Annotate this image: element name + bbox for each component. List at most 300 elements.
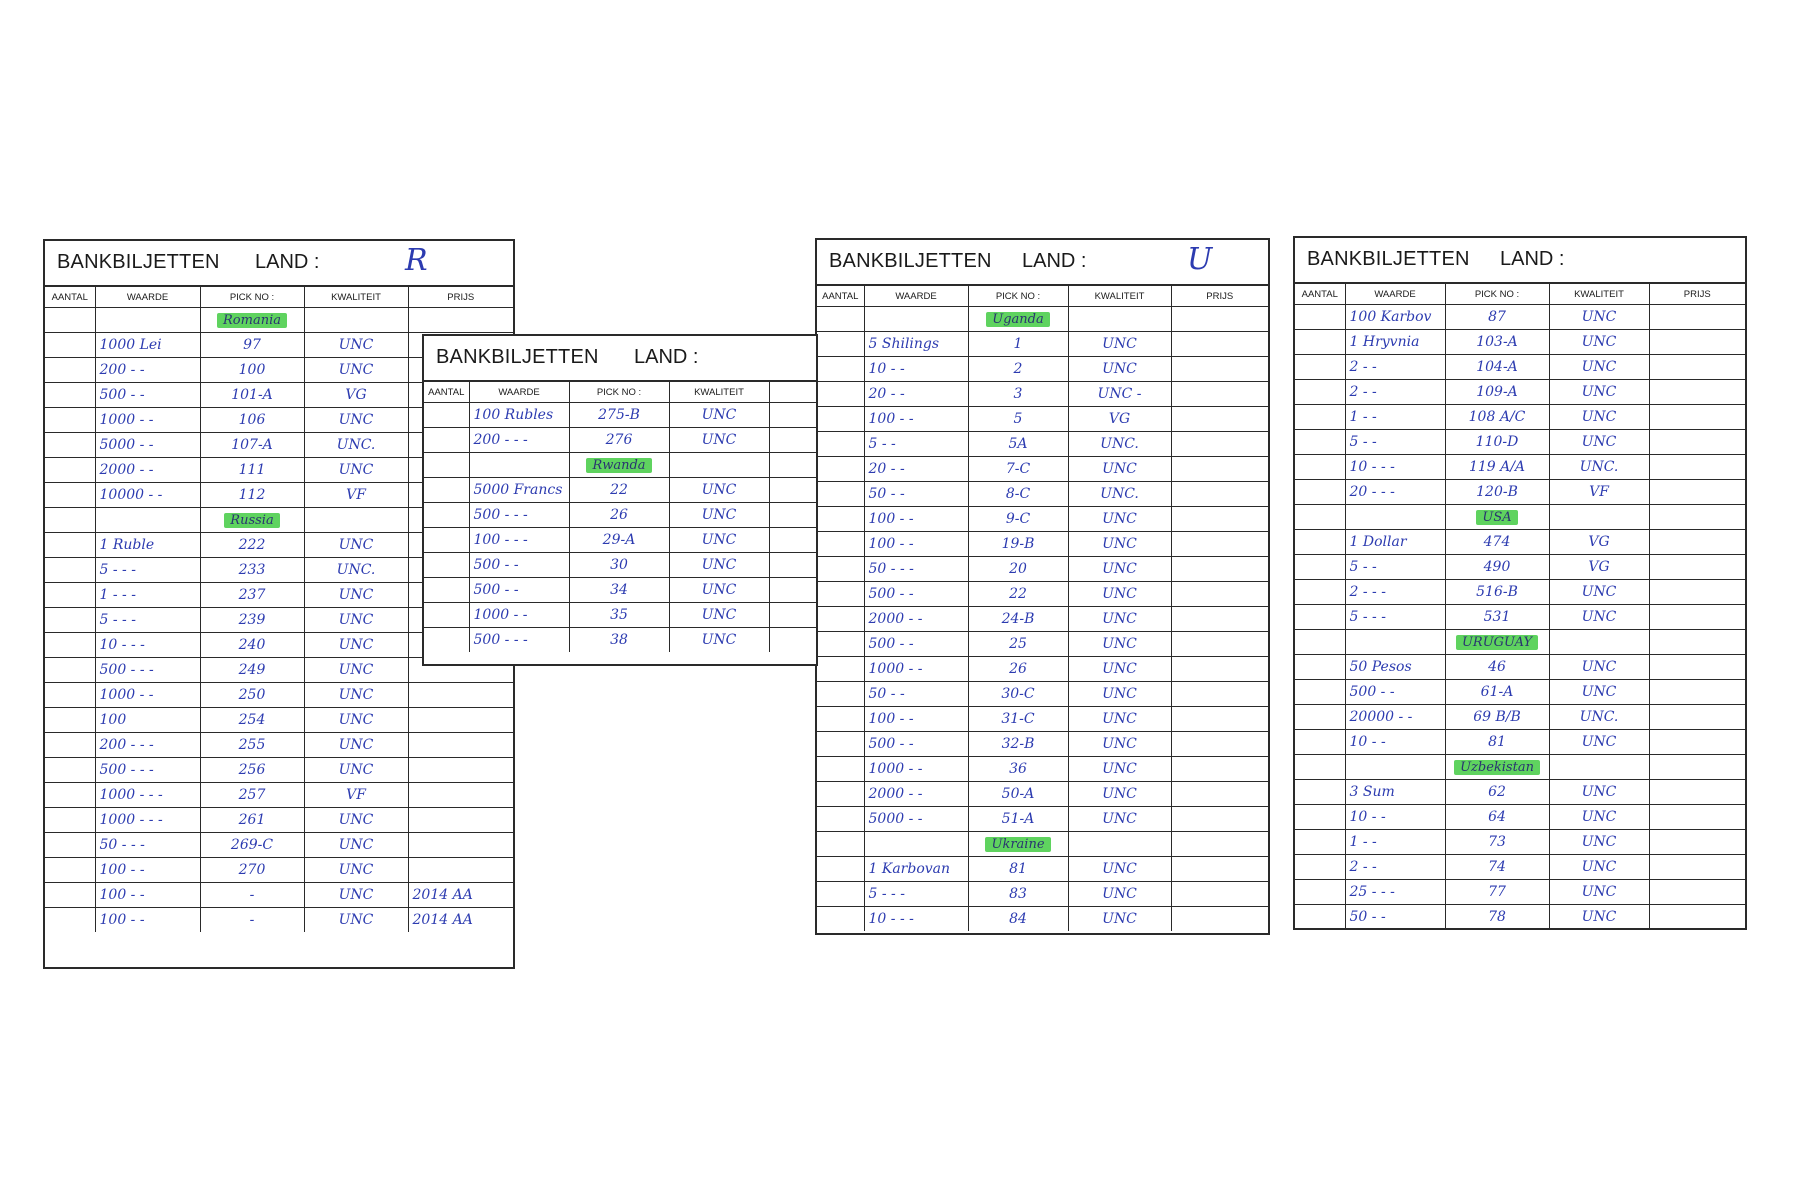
empty-cell — [95, 508, 200, 533]
pick-cell: 36 — [968, 757, 1068, 782]
pick-cell: 83 — [968, 882, 1068, 907]
aantal-cell — [45, 533, 95, 558]
pick-cell: 250 — [200, 683, 304, 708]
table-row — [424, 403, 816, 428]
empty-cell — [304, 508, 408, 533]
aantal-cell — [1295, 780, 1345, 805]
waarde-cell: 100 - - — [95, 908, 200, 933]
pick-cell: - — [200, 908, 304, 933]
kwaliteit-cell: UNC — [1549, 355, 1649, 380]
pick-cell: 237 — [200, 583, 304, 608]
column-header: WAARDE — [864, 286, 968, 307]
prijs-cell — [1649, 805, 1745, 830]
kwaliteit-cell: VG — [1549, 530, 1649, 555]
waarde-cell: 500 - - - — [95, 758, 200, 783]
waarde-cell: 5 Shilings — [864, 332, 968, 357]
pick-cell: 490 — [1445, 555, 1549, 580]
kwaliteit-cell: UNC — [304, 708, 408, 733]
aantal-cell — [1295, 380, 1345, 405]
empty-cell — [864, 307, 968, 332]
kwaliteit-cell: UNC — [1068, 457, 1171, 482]
aantal-cell — [424, 553, 469, 578]
prijs-cell — [1171, 757, 1268, 782]
pick-cell: 109-A — [1445, 380, 1549, 405]
prijs-cell — [1649, 330, 1745, 355]
aantal-cell — [817, 557, 864, 582]
kwaliteit-cell: UNC — [1068, 657, 1171, 682]
table-row — [1295, 430, 1745, 455]
waarde-cell: 10 - - — [864, 357, 968, 382]
waarde-cell: 50 - - - — [95, 833, 200, 858]
prijs-cell — [769, 528, 816, 553]
column-header: PRIJS — [408, 287, 513, 308]
kwaliteit-cell: UNC — [304, 583, 408, 608]
kwaliteit-cell: UNC — [669, 478, 769, 503]
aantal-cell — [45, 483, 95, 508]
table-row — [45, 683, 513, 708]
pick-cell: 22 — [968, 582, 1068, 607]
table-row — [817, 857, 1268, 882]
aantal-cell — [45, 708, 95, 733]
pick-cell: 81 — [968, 857, 1068, 882]
column-header: PRIJS — [1171, 286, 1268, 307]
prijs-cell: 2014 AA — [408, 883, 513, 908]
aantal-cell — [1295, 705, 1345, 730]
sheet-4 — [1293, 236, 1747, 930]
land-label: LAND : — [255, 251, 320, 273]
waarde-cell: 1 - - - — [95, 583, 200, 608]
prijs-cell — [1649, 905, 1745, 930]
aantal-cell — [817, 382, 864, 407]
table-row — [817, 407, 1268, 432]
prijs-cell — [1649, 880, 1745, 905]
country-highlight: Uganda — [986, 312, 1049, 327]
kwaliteit-cell: UNC — [304, 858, 408, 883]
kwaliteit-cell: UNC — [1068, 682, 1171, 707]
aantal-cell — [817, 807, 864, 832]
waarde-cell: 2000 - - — [95, 458, 200, 483]
empty-cell — [1068, 307, 1171, 332]
empty-cell — [95, 308, 200, 333]
kwaliteit-cell: UNC — [1549, 330, 1649, 355]
section-cell — [569, 453, 669, 478]
prijs-cell — [1171, 782, 1268, 807]
column-header: PICK NO : — [200, 287, 304, 308]
aantal-cell — [45, 808, 95, 833]
prijs-cell — [408, 858, 513, 883]
table-row — [424, 428, 816, 453]
pick-cell: 110-D — [1445, 430, 1549, 455]
kwaliteit-cell: UNC — [304, 458, 408, 483]
prijs-cell — [1649, 605, 1745, 630]
pick-cell: 32-B — [968, 732, 1068, 757]
column-header: AANTAL — [424, 382, 469, 403]
table-row — [817, 782, 1268, 807]
country-highlight: Russia — [224, 513, 279, 528]
prijs-cell — [1649, 655, 1745, 680]
waarde-cell: 5 - - — [864, 432, 968, 457]
empty-cell — [1295, 630, 1345, 655]
aantal-cell — [1295, 805, 1345, 830]
prijs-cell — [1171, 532, 1268, 557]
table-row — [424, 478, 816, 503]
prijs-cell — [769, 403, 816, 428]
aantal-cell — [817, 782, 864, 807]
pick-cell: 275-B — [569, 403, 669, 428]
table-row — [424, 603, 816, 628]
waarde-cell: 500 - - — [864, 632, 968, 657]
empty-cell — [1345, 755, 1445, 780]
column-header: PICK NO : — [1445, 284, 1549, 305]
pick-cell: 107-A — [200, 433, 304, 458]
empty-cell — [1649, 505, 1745, 530]
table-row — [1295, 355, 1745, 380]
pick-cell: 112 — [200, 483, 304, 508]
prijs-cell — [1171, 507, 1268, 532]
kwaliteit-cell: UNC — [1068, 582, 1171, 607]
kwaliteit-cell: UNC — [1068, 507, 1171, 532]
section-row — [424, 453, 816, 478]
aantal-cell — [45, 608, 95, 633]
kwaliteit-cell: UNC — [304, 333, 408, 358]
empty-cell — [304, 308, 408, 333]
sheet-title: BANKBILJETTEN — [57, 251, 220, 273]
prijs-cell — [1171, 732, 1268, 757]
aantal-cell — [817, 357, 864, 382]
waarde-cell: 2 - - — [1345, 855, 1445, 880]
kwaliteit-cell: UNC — [1068, 907, 1171, 932]
column-header: PICK NO : — [569, 382, 669, 403]
prijs-cell — [408, 783, 513, 808]
waarde-cell: 1000 Lei — [95, 333, 200, 358]
pick-cell: 240 — [200, 633, 304, 658]
pick-cell: 74 — [1445, 855, 1549, 880]
waarde-cell: 100 - - — [864, 407, 968, 432]
pick-cell: 276 — [569, 428, 669, 453]
table-row — [817, 457, 1268, 482]
kwaliteit-cell: UNC — [1549, 880, 1649, 905]
kwaliteit-cell: UNC — [1068, 607, 1171, 632]
table-row — [1295, 830, 1745, 855]
table-row — [424, 628, 816, 653]
kwaliteit-cell: UNC. — [1549, 705, 1649, 730]
sheet-header — [1295, 238, 1745, 284]
kwaliteit-cell: VG — [1068, 407, 1171, 432]
waarde-cell: 10000 - - — [95, 483, 200, 508]
waarde-cell: 100 Karbov — [1345, 305, 1445, 330]
prijs-cell — [408, 808, 513, 833]
waarde-cell: 100 - - — [864, 532, 968, 557]
aantal-cell — [45, 333, 95, 358]
aantal-cell — [817, 707, 864, 732]
waarde-cell: 500 - - - — [95, 658, 200, 683]
prijs-cell — [1171, 382, 1268, 407]
land-label: LAND : — [1022, 250, 1087, 272]
kwaliteit-cell: UNC — [304, 633, 408, 658]
aantal-cell — [817, 332, 864, 357]
section-cell — [1445, 755, 1549, 780]
aantal-cell — [1295, 305, 1345, 330]
table-row — [817, 757, 1268, 782]
section-row — [1295, 505, 1745, 530]
aantal-cell — [424, 428, 469, 453]
empty-cell — [45, 308, 95, 333]
kwaliteit-cell: UNC — [1068, 557, 1171, 582]
aantal-cell — [1295, 730, 1345, 755]
table-row — [45, 833, 513, 858]
prijs-cell — [408, 733, 513, 758]
empty-cell — [45, 508, 95, 533]
table-row — [817, 357, 1268, 382]
kwaliteit-cell: VF — [1549, 480, 1649, 505]
pick-cell: 24-B — [968, 607, 1068, 632]
pick-cell: 97 — [200, 333, 304, 358]
prijs-cell — [408, 833, 513, 858]
pick-cell: 30-C — [968, 682, 1068, 707]
kwaliteit-cell: UNC — [304, 608, 408, 633]
waarde-cell: 50 - - — [864, 682, 968, 707]
kwaliteit-cell: UNC — [1068, 857, 1171, 882]
prijs-cell — [408, 708, 513, 733]
column-header: PICK NO : — [968, 286, 1068, 307]
prijs-cell — [769, 478, 816, 503]
pick-cell: 77 — [1445, 880, 1549, 905]
prijs-cell — [1171, 457, 1268, 482]
section-cell — [1445, 630, 1549, 655]
prijs-cell — [408, 758, 513, 783]
pick-cell: 78 — [1445, 905, 1549, 930]
aantal-cell — [817, 507, 864, 532]
sheet-header — [424, 336, 816, 382]
aantal-cell — [45, 458, 95, 483]
sheet-3 — [815, 238, 1270, 935]
sheet-2 — [422, 334, 818, 666]
prijs-cell — [1649, 705, 1745, 730]
waarde-cell: 50 Pesos — [1345, 655, 1445, 680]
empty-cell — [1295, 755, 1345, 780]
waarde-cell: 25 - - - — [1345, 880, 1445, 905]
prijs-cell — [1649, 430, 1745, 455]
prijs-cell — [1649, 355, 1745, 380]
empty-cell — [424, 453, 469, 478]
aantal-cell — [817, 532, 864, 557]
table-row — [1295, 680, 1745, 705]
aantal-cell — [1295, 880, 1345, 905]
kwaliteit-cell: UNC — [1068, 632, 1171, 657]
waarde-cell: 2000 - - — [864, 607, 968, 632]
kwaliteit-cell: UNC — [1549, 780, 1649, 805]
pick-cell: 25 — [968, 632, 1068, 657]
waarde-cell: 100 - - - — [469, 528, 569, 553]
aantal-cell — [1295, 530, 1345, 555]
prijs-cell — [1649, 830, 1745, 855]
aantal-cell — [45, 683, 95, 708]
pick-cell: 50-A — [968, 782, 1068, 807]
aantal-cell — [817, 732, 864, 757]
pick-cell: 31-C — [968, 707, 1068, 732]
table-row — [1295, 405, 1745, 430]
aantal-cell — [817, 757, 864, 782]
waarde-cell: 50 - - - — [864, 557, 968, 582]
table-row — [817, 557, 1268, 582]
prijs-cell — [1649, 780, 1745, 805]
waarde-cell: 50 - - — [864, 482, 968, 507]
pick-cell: 111 — [200, 458, 304, 483]
prijs-cell — [408, 683, 513, 708]
pick-cell: 46 — [1445, 655, 1549, 680]
waarde-cell: 10 - - - — [864, 907, 968, 932]
kwaliteit-cell: UNC — [1549, 430, 1649, 455]
pick-cell: 8-C — [968, 482, 1068, 507]
waarde-cell: 100 — [95, 708, 200, 733]
table-row — [817, 507, 1268, 532]
pick-cell: 7-C — [968, 457, 1068, 482]
kwaliteit-cell: UNC — [1068, 782, 1171, 807]
pick-cell: 254 — [200, 708, 304, 733]
prijs-cell — [1171, 607, 1268, 632]
column-header: AANTAL — [817, 286, 864, 307]
sheet-title: BANKBILJETTEN — [829, 250, 992, 272]
waarde-cell: 5 - - - — [95, 608, 200, 633]
waarde-cell: 5 - - — [1345, 430, 1445, 455]
kwaliteit-cell: UNC — [1549, 380, 1649, 405]
kwaliteit-cell: UNC — [1068, 707, 1171, 732]
kwaliteit-cell: UNC — [304, 808, 408, 833]
waarde-cell: 500 - - - — [469, 503, 569, 528]
aantal-cell — [1295, 605, 1345, 630]
waarde-cell: 10 - - - — [95, 633, 200, 658]
pick-cell: 69 B/B — [1445, 705, 1549, 730]
empty-cell — [769, 453, 816, 478]
country-highlight: URUGUAY — [1456, 635, 1538, 650]
table-row — [817, 682, 1268, 707]
empty-cell — [864, 832, 968, 857]
pick-cell: - — [200, 883, 304, 908]
waarde-cell: 1 Karbovan — [864, 857, 968, 882]
prijs-cell — [1649, 855, 1745, 880]
prijs-cell — [1171, 482, 1268, 507]
pick-cell: 84 — [968, 907, 1068, 932]
kwaliteit-cell: UNC — [1549, 905, 1649, 930]
kwaliteit-cell: UNC — [1068, 332, 1171, 357]
pick-cell: 233 — [200, 558, 304, 583]
prijs-cell — [1171, 582, 1268, 607]
aantal-cell — [1295, 455, 1345, 480]
kwaliteit-cell: UNC. — [1068, 432, 1171, 457]
prijs-cell — [1171, 807, 1268, 832]
pick-cell: 26 — [569, 503, 669, 528]
empty-cell — [817, 832, 864, 857]
pick-cell: 26 — [968, 657, 1068, 682]
table-row — [817, 482, 1268, 507]
aantal-cell — [817, 857, 864, 882]
aantal-cell — [817, 632, 864, 657]
aantal-cell — [45, 833, 95, 858]
table-row — [45, 858, 513, 883]
pick-cell: 20 — [968, 557, 1068, 582]
aantal-cell — [817, 882, 864, 907]
kwaliteit-cell: UNC — [669, 628, 769, 653]
empty-cell — [1649, 630, 1745, 655]
prijs-cell — [769, 428, 816, 453]
waarde-cell: 100 - - — [864, 707, 968, 732]
aantal-cell — [1295, 355, 1345, 380]
prijs-cell — [769, 603, 816, 628]
pick-cell: 81 — [1445, 730, 1549, 755]
pick-cell: 270 — [200, 858, 304, 883]
kwaliteit-cell: UNC — [1068, 357, 1171, 382]
waarde-cell: 1000 - - - — [95, 783, 200, 808]
kwaliteit-cell: UNC — [1549, 405, 1649, 430]
kwaliteit-cell: UNC - — [1068, 382, 1171, 407]
prijs-cell — [1171, 332, 1268, 357]
kwaliteit-cell: UNC — [669, 403, 769, 428]
waarde-cell: 500 - - — [864, 732, 968, 757]
empty-cell — [1068, 832, 1171, 857]
table-row — [1295, 780, 1745, 805]
column-header — [769, 382, 816, 403]
table-row — [817, 382, 1268, 407]
land-label: LAND : — [634, 346, 699, 368]
aantal-cell — [424, 528, 469, 553]
prijs-cell — [1649, 555, 1745, 580]
table-row — [1295, 605, 1745, 630]
waarde-cell: 1000 - - - — [95, 808, 200, 833]
table-row — [1295, 655, 1745, 680]
kwaliteit-cell: UNC — [1068, 532, 1171, 557]
country-highlight: Rwanda — [586, 458, 651, 473]
aantal-cell — [424, 603, 469, 628]
prijs-cell — [1171, 657, 1268, 682]
table-row — [817, 332, 1268, 357]
table-row — [1295, 455, 1745, 480]
prijs-cell — [1171, 357, 1268, 382]
waarde-cell: 3 Sum — [1345, 780, 1445, 805]
empty-cell — [469, 453, 569, 478]
waarde-cell: 5000 Francs — [469, 478, 569, 503]
table-row — [45, 758, 513, 783]
pick-cell: 474 — [1445, 530, 1549, 555]
column-header: KWALITEIT — [1549, 284, 1649, 305]
empty-cell — [1549, 630, 1649, 655]
kwaliteit-cell: UNC — [1549, 655, 1649, 680]
waarde-cell: 1000 - - — [469, 603, 569, 628]
waarde-cell: 100 Rubles — [469, 403, 569, 428]
waarde-cell: 1 Ruble — [95, 533, 200, 558]
section-cell — [200, 308, 304, 333]
kwaliteit-cell: UNC — [304, 408, 408, 433]
waarde-cell: 100 - - — [95, 883, 200, 908]
sheet-header — [45, 241, 513, 287]
pick-cell: 73 — [1445, 830, 1549, 855]
pick-cell: 103-A — [1445, 330, 1549, 355]
column-header: WAARDE — [1345, 284, 1445, 305]
table-row — [424, 578, 816, 603]
kwaliteit-cell: UNC — [1549, 855, 1649, 880]
aantal-cell — [45, 758, 95, 783]
pick-cell: 61-A — [1445, 680, 1549, 705]
prijs-cell — [1171, 707, 1268, 732]
table-row — [1295, 905, 1745, 930]
section-row — [45, 308, 513, 333]
kwaliteit-cell: UNC — [304, 908, 408, 933]
kwaliteit-cell: UNC. — [1549, 455, 1649, 480]
aantal-cell — [1295, 680, 1345, 705]
aantal-cell — [45, 633, 95, 658]
prijs-cell — [769, 628, 816, 653]
table-row — [45, 908, 513, 933]
table-row — [817, 907, 1268, 932]
